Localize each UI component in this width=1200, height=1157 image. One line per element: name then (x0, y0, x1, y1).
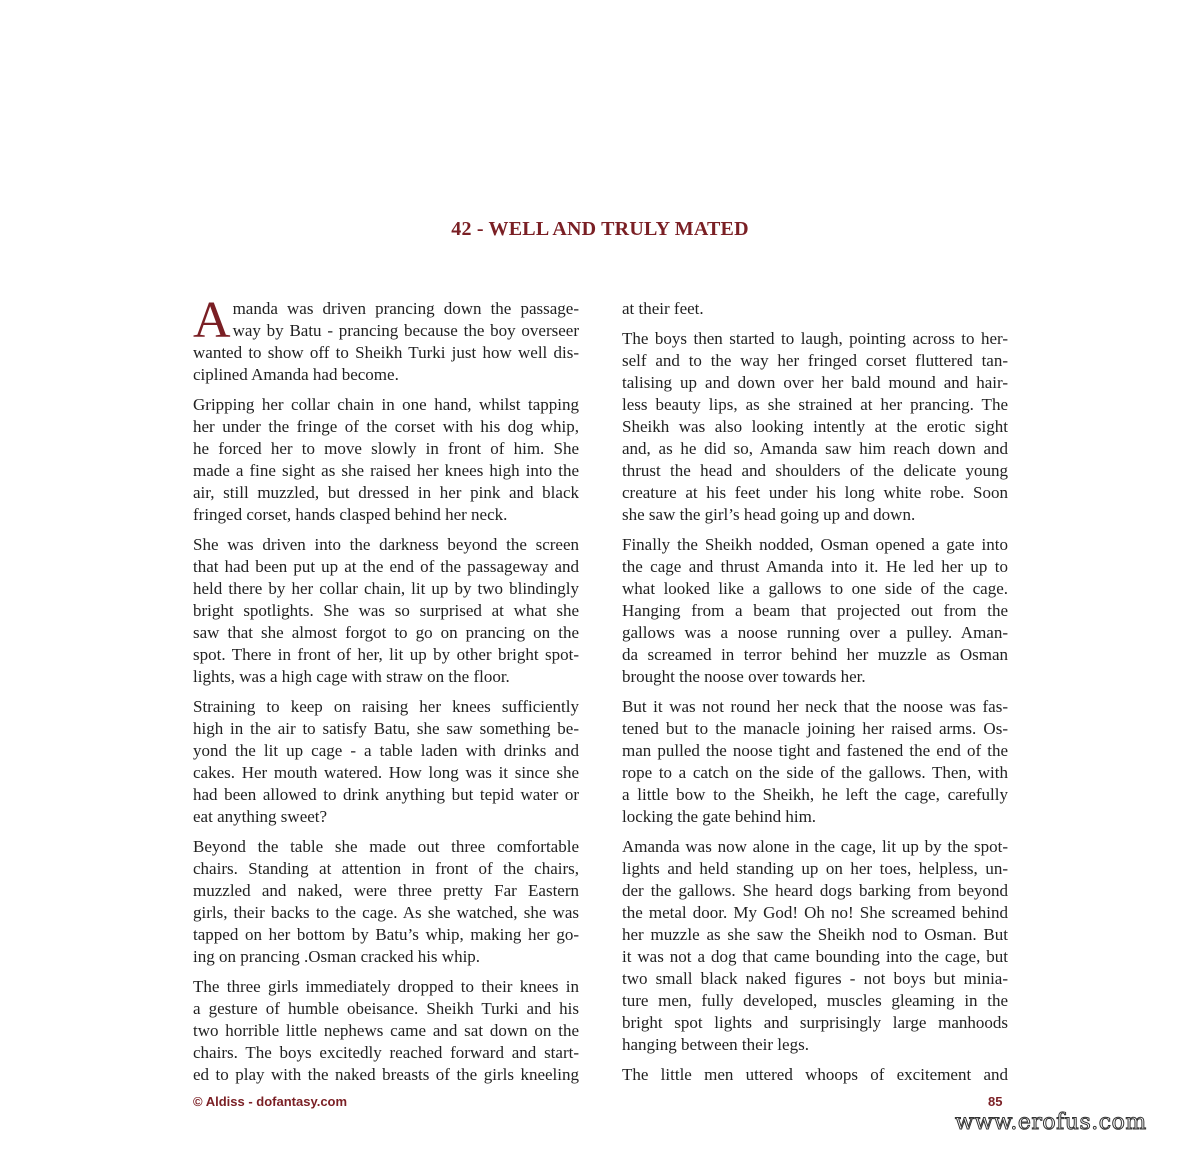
text-line: muzzled and naked, were three pretty Far Eastern (193, 881, 579, 900)
text-line: ing on prancing .Osman cracked his whip. (193, 947, 481, 966)
text-line: tapped on her bottom by Batu’s whip, making her go- (193, 925, 579, 944)
text-line: locking the gate behind him. (622, 807, 817, 826)
paragraph (622, 1064, 1008, 1086)
text-line: gallows was a noose running over a pulley. Aman- (622, 623, 1008, 642)
text-line: Amanda was now alone in the cage, lit up by the spot- (622, 837, 1008, 856)
page-number: 85 (988, 1094, 1003, 1109)
text-line: Straining to keep on raising her knees sufficiently (193, 697, 579, 716)
text-line: held there by her collar chain, lit up by two blindingly (193, 579, 579, 598)
text-column-right (622, 298, 1008, 1094)
text-line: the metal door. My God! Oh no! She screamed behind (622, 903, 1008, 922)
text-line: high in the air to satisfy Batu, she saw something be- (193, 719, 579, 738)
text-line: saw that she almost forgot to go on prancing on the (193, 623, 579, 642)
text-line: girls, their backs to the cage. As she watched, she was (193, 903, 579, 922)
text-line: less beauty lips, as she strained at her prancing. The (622, 395, 1008, 414)
text-line: the cage and thrust Amanda into it. He led her up to (622, 557, 1008, 576)
paragraph (193, 836, 579, 968)
text-line: bright spot lights and surprisingly large manhoods (622, 1013, 1008, 1032)
text-line: she saw the girl’s head going up and down. (622, 505, 916, 524)
text-line: Hanging from a beam that projected out from the (622, 601, 1008, 620)
text-line: da screamed in terror behind her muzzle as Osman (622, 645, 1008, 664)
text-line: a little bow to the Sheikh, he left the cage, carefully (622, 785, 1008, 804)
text-line: But it was not round her neck that the noose was fas- (622, 697, 1008, 716)
text-column-left (193, 292, 579, 1094)
text-line: chairs. The boys excitedly reached forward and start- (193, 1043, 579, 1062)
text-line: manda was driven prancing down the passage- (232, 299, 579, 318)
text-line: he forced her to move slowly in front of him. She (193, 439, 579, 458)
drop-cap: A (193, 292, 231, 349)
text-line: tened but to the manacle joining her raised arms. Os- (622, 719, 1008, 738)
text-line: der the gallows. She heard dogs barking from beyond (622, 881, 1008, 900)
paragraph (622, 328, 1008, 526)
text-line: Finally the Sheikh nodded, Osman opened a gate into (622, 535, 1008, 554)
text-line: man pulled the noose tight and fastened the end of the (622, 741, 1008, 760)
text-line: that had been put up at the end of the passageway and (193, 557, 579, 576)
text-line: thrust the head and shoulders of the delicate young (622, 461, 1008, 480)
text-line: The boys then started to laugh, pointing across to her- (622, 329, 1008, 348)
watermark: www.erofus.com (955, 1110, 1147, 1135)
text-line: air, still muzzled, but dressed in her pink and black (193, 483, 579, 502)
text-line: made a fine sight as she raised her knees high into the (193, 461, 579, 480)
paragraph (622, 534, 1008, 688)
text-line: rope to a catch on the side of the gallows. Then, with (622, 763, 1008, 782)
text-line: it was not a dog that came bounding into the cage, but (622, 947, 1008, 966)
text-line: Sheikh was also looking intently at the erotic sight (622, 417, 1008, 436)
text-line: ciplined Amanda had become. (193, 365, 399, 384)
text-line: cakes. Her mouth watered. How long was it since she (193, 763, 579, 782)
paragraph (193, 394, 579, 526)
paragraph (193, 534, 579, 688)
text-line: eat anything sweet? (193, 807, 328, 826)
text-line: self and to the way her fringed corset fluttered tan- (622, 351, 1008, 370)
text-line: had been allowed to drink anything but tepid water or (193, 785, 579, 804)
text-line: ed to play with the naked breasts of the girls kneeling (193, 1065, 579, 1084)
text-line: The little men uttered whoops of excitement and (622, 1065, 1008, 1084)
paragraph (622, 696, 1008, 828)
text-line: two small black naked figures - not boys but minia- (622, 969, 1008, 988)
text-line: talising up and down over her bald mound and hair- (622, 373, 1008, 392)
text-line: spot. There in front of her, lit up by other bright spot- (193, 645, 579, 664)
text-line: wanted to show off to Sheikh Turki just how well dis- (193, 343, 579, 362)
paragraph (193, 976, 579, 1086)
text-line: Beyond the table she made out three comfortable (193, 837, 579, 856)
text-line: bright spotlights. She was so surprised at what she (193, 601, 579, 620)
text-line: what looked like a gallows to one side of the cage. (622, 579, 1008, 598)
text-line: at their feet. (622, 299, 704, 318)
paragraph (193, 696, 579, 828)
text-line: lights and held standing up on her toes, helpless, un- (622, 859, 1008, 878)
text-line: her muzzle as she saw the Sheikh nod to Osman. But (622, 925, 1008, 944)
text-line: brought the noose over towards her. (622, 667, 866, 686)
text-line: ture men, fully developed, muscles gleaming in the (622, 991, 1008, 1010)
paragraph (193, 292, 579, 386)
text-line: her under the fringe of the corset with his dog whip, (193, 417, 579, 436)
text-line: creature at his feet under his long white robe. Soon (622, 483, 1008, 502)
text-line: a gesture of humble obeisance. Sheikh Turki and his (193, 999, 579, 1018)
text-line: fringed corset, hands clasped behind her neck. (193, 505, 508, 524)
text-line: yond the lit up cage - a table laden with drinks and (193, 741, 579, 760)
paragraph (622, 298, 1008, 320)
text-line: and, as he did so, Amanda saw him reach down and (622, 439, 1008, 458)
text-line: Gripping her collar chain in one hand, whilst tapping (193, 395, 579, 414)
footer-copyright: © Aldiss - dofantasy.com (193, 1094, 348, 1109)
text-line: lights, was a high cage with straw on the floor. (193, 667, 510, 686)
text-line: hanging between their legs. (622, 1035, 809, 1054)
text-line: way by Batu - prancing because the boy overseer (232, 321, 579, 340)
paragraph (622, 836, 1008, 1056)
chapter-title: 42 - WELL AND TRULY MATED (451, 218, 749, 240)
text-line: chairs. Standing at attention in front of the chairs, (193, 859, 579, 878)
text-line: The three girls immediately dropped to their knees in (193, 977, 579, 996)
text-line: She was driven into the darkness beyond the screen (193, 535, 579, 554)
text-line: two horrible little nephews came and sat down on the (193, 1021, 579, 1040)
